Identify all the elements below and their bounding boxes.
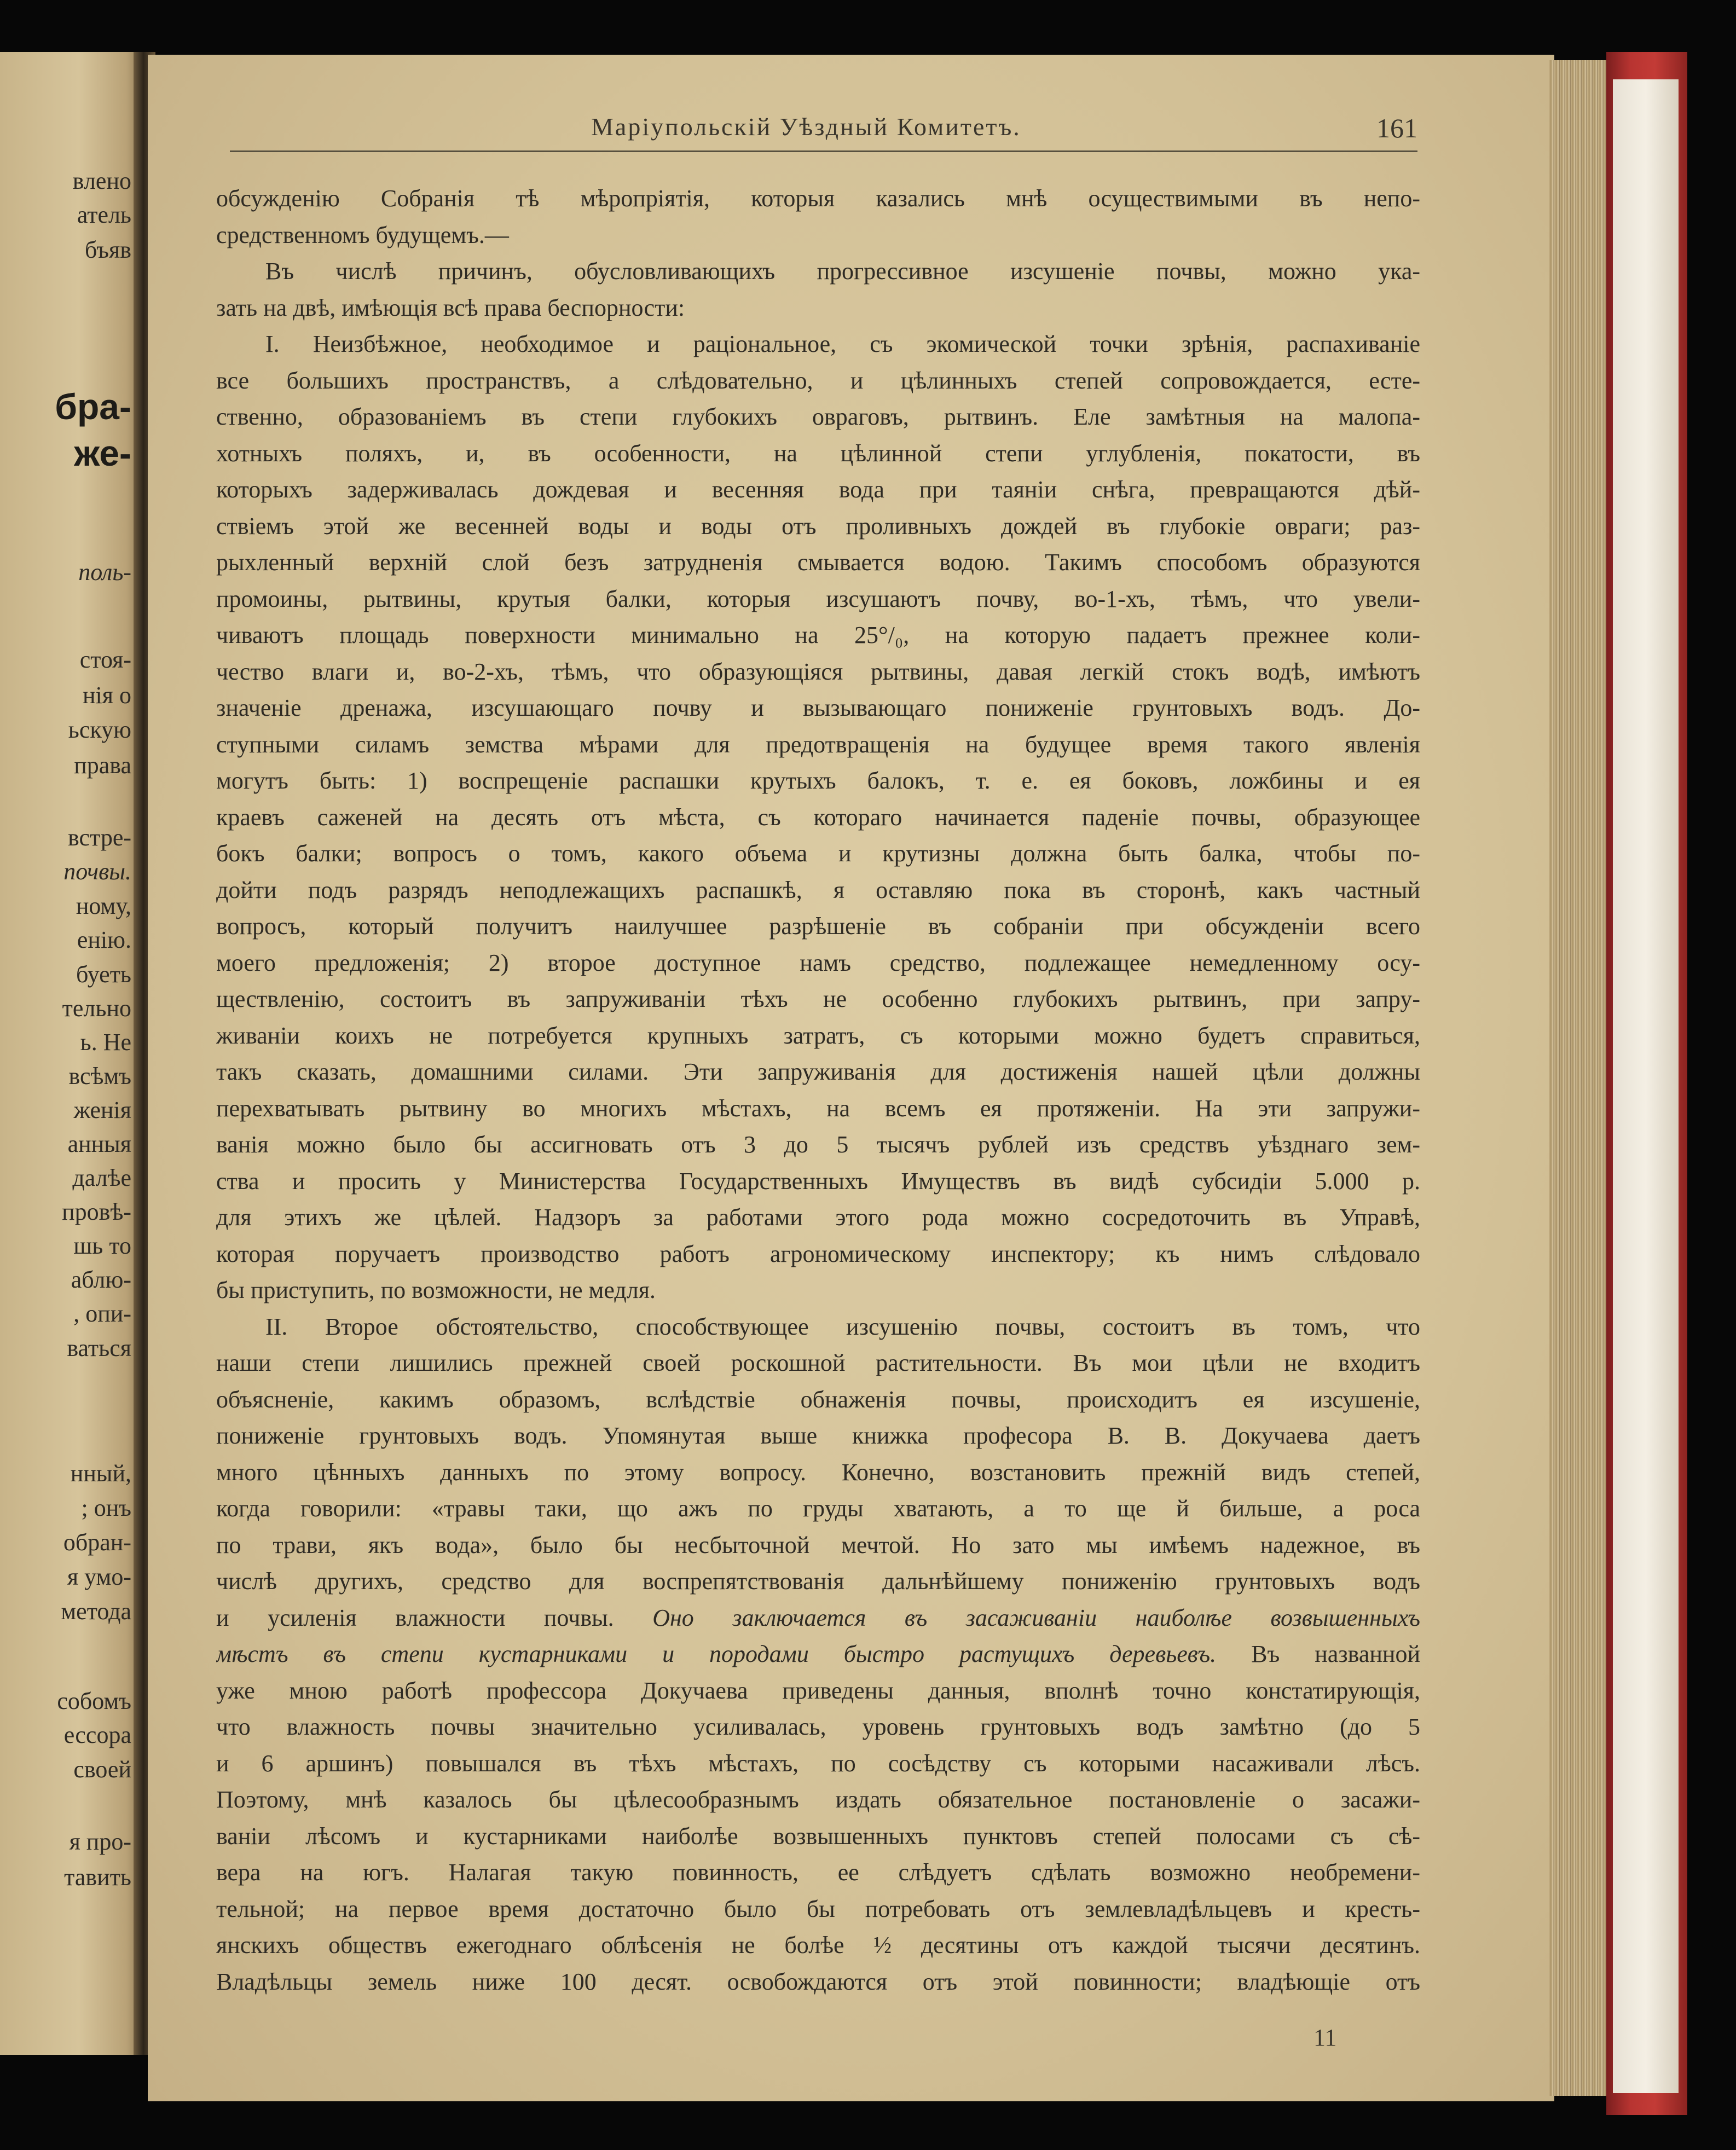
page-number: 161: [1376, 113, 1417, 143]
text-line: II. Второе обстоятельство, способствующее изсушенію почвы, состоитъ въ томъ, что: [265, 1313, 1420, 1340]
text-line: I. Неизбѣжное, необходимое и раціональное, съ экомической точки зрѣнія, распахиваніе: [265, 331, 1420, 357]
text-line: хотныхъ поляхъ, и, въ особенности, на цѣлинной степи углубленія, покатости, въ: [216, 439, 1420, 467]
text-line: перехватывать рытвину во многихъ мѣстахъ, на всемъ ея протяженіи. На эти запружи-: [216, 1094, 1420, 1122]
margin-fragment: стоя-: [79, 646, 131, 673]
margin-fragment: анныя: [67, 1131, 131, 1157]
left-page-edge: [0, 52, 143, 2055]
text-line: рыхленный верхній слой безъ затрудненія смывается водою. Такимъ способомъ образуются: [216, 549, 1420, 576]
text-line: вопросъ, который получитъ наилучшее разрѣшеніе въ собраніи при обсужденіи всего: [216, 913, 1420, 940]
text-line: ствіемъ этой же весенней воды и воды отъ проливныхъ дождей въ глубокіе овраги; раз-: [216, 512, 1420, 540]
margin-fragment: провѣ-: [62, 1198, 131, 1225]
text-line: ванія можно было бы ассигновать отъ 3 до 5 тысячъ рублей изъ средствъ уѣзднаго зем-: [216, 1131, 1420, 1158]
margin-fragment: ессора: [63, 1722, 131, 1748]
text-line: вера на югъ. Налагая такую повинность, ее слѣдуетъ сдѣлать возможно необремени-: [216, 1859, 1420, 1886]
text-line: ваніи лѣсомъ и кустарниками наиболѣе возвышенныхъ пунктовъ степей полосами съ сѣ-: [216, 1822, 1420, 1850]
text-line: дойти подъ разрядъ неподлежащихъ распашкѣ, я оставляю пока въ сторонѣ, какъ частный: [216, 876, 1420, 903]
margin-fragment: атель: [77, 201, 131, 228]
text-line: такъ сказать, домашними силами. Эти запруживанія для достиженія нашей цѣли должны: [216, 1058, 1420, 1085]
text-line: которая поручаетъ производство работъ агрономическому инспектору; къ нимъ слѣдовало: [216, 1240, 1420, 1267]
margin-fragment: тавить: [64, 1864, 131, 1891]
header-rule: [230, 150, 1417, 152]
text-line: ства и просить у Министерства Государственныхъ Имуществъ въ видѣ субсидіи 5.000 р.: [216, 1167, 1420, 1195]
margin-fragment: шь то: [73, 1232, 131, 1259]
margin-fragment: метода: [61, 1598, 131, 1625]
text-line: что влажность почвы значительно усиливалась, уровень грунтовыхъ водъ замѣтно (до 5: [216, 1713, 1420, 1740]
text-line: средственномъ будущемъ.—: [216, 221, 509, 248]
text-line: которыхъ задерживалась дождевая и весенняя вода при таяніи снѣга, превращаются дѣй-: [216, 476, 1420, 503]
text-segment: и усиленія влажности почвы.: [216, 1604, 614, 1631]
text-line: краевъ саженей на десять отъ мѣста, съ котораго начинается паденіе почвы, образующее: [216, 803, 1420, 831]
running-header: [230, 112, 1417, 145]
text-line: тельной; на первое время достаточно было бы потребовать отъ землевладѣльцевъ и кресть-: [216, 1895, 1420, 1922]
text-line: пониженіе грунтовыхъ водъ. Упомянутая выше книжка професора В. В. Докучаева даетъ: [216, 1422, 1420, 1449]
margin-fragment: почвы.: [63, 858, 131, 885]
margin-fragment: ; онъ: [81, 1494, 131, 1521]
text-line: для этихъ же цѣлей. Надзоръ за работами этого рода можно сосредоточить въ Управѣ,: [216, 1204, 1420, 1231]
book-cover: [1606, 52, 1687, 2115]
margin-fragment: бъяв: [84, 236, 131, 263]
text-line: ступными силамъ земства мѣрами для предотвращенія на будущее время такого явленія: [216, 731, 1420, 758]
margin-fragment: ь. Не: [80, 1029, 131, 1056]
endpaper: [1613, 79, 1679, 2093]
text-line: ственно, образованіемъ въ степи глубокихъ овраговъ, рытвинъ. Еле замѣтныя на малопа-: [216, 403, 1420, 430]
margin-fragment: нія о: [82, 682, 131, 709]
text-line: ществленію, состоитъ въ запруживаніи тѣхъ не особенно глубокихъ рытвинъ, при запру-: [216, 986, 1420, 1012]
text-line: Поэтому, мнѣ казалось бы цѣлесообразнымъ издать обязательное постановленіе о засажи-: [216, 1786, 1420, 1813]
text-line: числѣ другихъ, средство для воспрепятствованія дальнѣйшему пониженію грунтовыхъ водъ: [216, 1568, 1420, 1595]
text-line: значеніе дренажа, изсушающаго почву и вызывающаго пониженіе грунтовыхъ водъ. До-: [216, 694, 1420, 721]
header-title: Маріупольскій Уѣздный Комитетъ.: [591, 113, 1021, 141]
margin-fragment: всѣмъ: [68, 1063, 131, 1090]
margin-fragment: же-: [74, 433, 131, 473]
text-segment: Въ названной: [1251, 1641, 1420, 1667]
text-line: и 6 аршинъ) повышался въ тѣхъ мѣстахъ, по сосѣдству съ которыми насаживали лѣсъ.: [216, 1749, 1420, 1777]
text-line: уже мною работѣ профессора Докучаева приведены данныя, вполнѣ точно констатирующія,: [216, 1677, 1420, 1704]
text-line: бы приступить, по возможности, не медля.: [216, 1277, 656, 1303]
emphasis-segment: мѣстъ въ степи кустарниками и породами быстро растущихъ деревьевъ.: [216, 1641, 1217, 1667]
margin-fragment: своей: [73, 1756, 131, 1783]
margin-fragment: обран-: [63, 1529, 131, 1556]
text-line: чество влаги и, во-2-хъ, тѣмъ, что образующіяся рытвины, давая легкій стокъ водѣ, имѣютъ: [216, 658, 1420, 685]
text-line-mixed: [216, 1636, 1420, 1673]
text-line: моего предложенія; 2) второе доступное намъ средство, подлежащее немедленному осу-: [216, 949, 1420, 976]
margin-fragment: женія: [73, 1097, 131, 1123]
text-line: объясненіе, какимъ образомъ, вслѣдствіе обнаженія почвы, происходитъ ея изсушеніе,: [216, 1386, 1420, 1413]
margin-fragment: аблю-: [71, 1266, 131, 1293]
margin-fragment: я умо-: [67, 1563, 131, 1590]
margin-fragment: поль-: [78, 559, 131, 586]
text-line: живаніи коихъ не потребуется крупныхъ затратъ, съ которыми можно будетъ справиться,: [216, 1022, 1420, 1049]
text-line: когда говорили: «травы таки, що ажъ по груды хватають, а то ще й бильше, а роса: [216, 1495, 1420, 1522]
body-text: [216, 181, 1420, 2000]
margin-fragment: буеть: [76, 961, 131, 988]
text-line: бокъ балки; вопросъ о томъ, какого объема и крутизны должна быть балка, чтобы по-: [216, 840, 1420, 867]
text-line: чиваютъ площадь поверхности минимально на 25°/₀, на которую падаетъ прежнее коли-: [216, 622, 1420, 648]
text-line: по трави, якъ вода», было бы несбыточной мечтой. Но зато мы имѣемъ надежное, въ: [216, 1531, 1420, 1558]
text-line: янскихъ обществъ ежегоднаго облѣсенія не болѣе ½ десятины отъ каждой тысячи десятинъ.: [216, 1932, 1420, 1958]
text-line: зать на двѣ, имѣющія всѣ права беспорности:: [216, 294, 685, 321]
margin-fragment: тельно: [62, 995, 131, 1022]
margin-fragment: ваться: [67, 1335, 131, 1361]
margin-fragment: собомъ: [57, 1688, 131, 1714]
text-line: много цѣнныхъ данныхъ по этому вопросу. Конечно, возстановить прежній видъ степей,: [216, 1458, 1420, 1486]
margin-fragment: ьскую: [68, 716, 131, 743]
text-line: обсужденію Собранія тѣ мѣропріятія, которыя казались мнѣ осуществимыми въ непо-: [216, 185, 1420, 212]
margin-fragment: енію.: [77, 926, 131, 953]
margin-fragment: ному,: [76, 893, 131, 919]
emphasis-segment: Оно заключается въ засаживаніи наиболѣе возвышенныхъ: [652, 1604, 1420, 1631]
margin-fragment: я про-: [69, 1828, 131, 1855]
signature-mark: 11: [1313, 2024, 1337, 2051]
margin-fragment: , опи-: [73, 1300, 131, 1327]
margin-fragment: встре-: [68, 824, 131, 851]
margin-fragment: бра-: [55, 386, 131, 427]
page-edges: [1549, 60, 1609, 2096]
margin-fragment: далѣе: [72, 1164, 131, 1191]
margin-fragment: права: [74, 752, 131, 779]
text-line: все большихъ пространствъ, а слѣдовательно, и цѣлинныхъ степей сопровождается, есте-: [216, 367, 1420, 394]
margin-fragment: нный,: [70, 1460, 131, 1487]
text-line: Владѣльцы земель ниже 100 десят. освобождаются отъ этой повинности; владѣющіе отъ: [216, 1968, 1420, 1995]
text-line-mixed: [216, 1600, 1420, 1637]
margin-fragment: влено: [72, 167, 131, 194]
text-line: могутъ быть: 1) воспрещеніе распашки крутыхъ балокъ, т. е. ея боковъ, ложбины и ея: [216, 767, 1420, 794]
text-line: наши степи лишились прежней своей роскошной растительности. Въ мои цѣли не входитъ: [216, 1349, 1420, 1376]
text-line: промоины, рытвины, крутыя балки, которыя изсушаютъ почву, во-1-хъ, тѣмъ, что увели-: [216, 585, 1420, 612]
text-line: Въ числѣ причинъ, обусловливающихъ прогрессивное изсушеніе почвы, можно ука-: [265, 258, 1420, 285]
